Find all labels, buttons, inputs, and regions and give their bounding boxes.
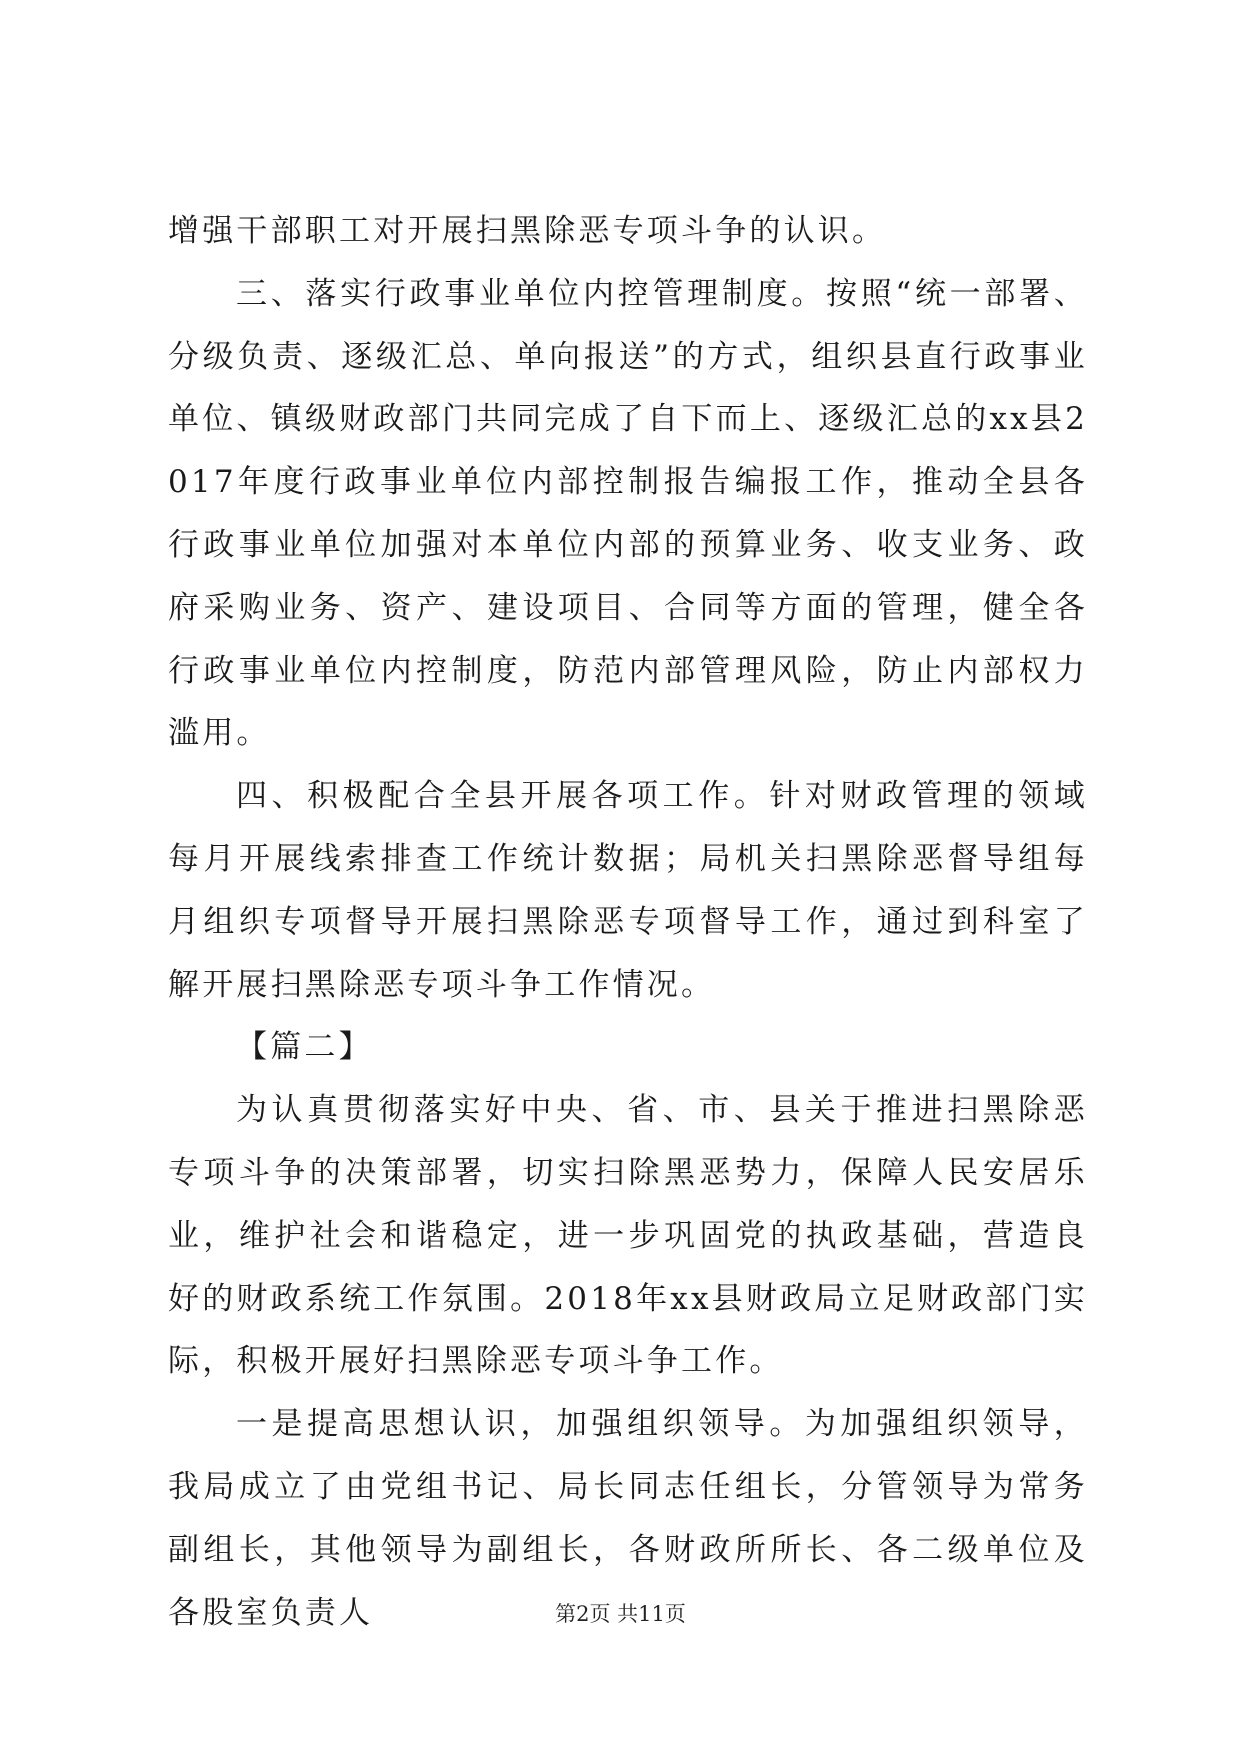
paragraph-continuation: 增强干部职工对开展扫黑除恶专项斗争的认识。 [168, 213, 887, 249]
section-heading-part-two: 【篇二】 [236, 1029, 373, 1066]
paragraph-section-four: 四、积极配合全县开展各项工作。针对财政管理的领域每月开展线索排查工作统计数据；局机关扫黑除恶督导组每月组织专项督导开展扫黑除恶专项督导工作，通过到科室了解开展扫黑除恶专项斗争工作情况。 [168, 778, 1088, 1003]
paragraph-part-two-intro: 为认真贯彻落实好中央、省、市、县关于推进扫黑除恶专项斗争的决策部署，切实扫除黑恶势力，保障人民安居乐业，维护社会和谐稳定，进一步巩固党的执政基础，营造良好的财政系统工作氛围。2018年xx县财政局立足财政部门实际，积极开展好扫黑除恶专项斗争工作。 [168, 1092, 1088, 1380]
paragraph-point-one: 一是提高思想认识，加强组织领导。为加强组织领导，我局成立了由党组书记、局长同志任组长，分管领导为常务副组长，其他领导为副组长，各财政所所长、各二级单位及各股室负责人 [168, 1406, 1088, 1631]
page-footer: 第2页 共11页 [555, 1602, 686, 1626]
paragraph-section-three: 三、落实行政事业单位内控管理制度。按照“统一部署、分级负责、逐级汇总、单向报送”的方式，组织县直行政事业单位、镇级财政部门共同完成了自下而上、逐级汇总的xx县2017年度行政事业单位内部控制报告编报工作，推动全县各行政事业单位加强对本单位内部的预算业务、收支业务、政府采购业务、资产、建设项目、合同等方面的管理，健全各行政事业单位内控制度，防范内部管理风险，防止内部权力滥用。 [168, 275, 1088, 752]
document-body [168, 200, 1088, 1644]
